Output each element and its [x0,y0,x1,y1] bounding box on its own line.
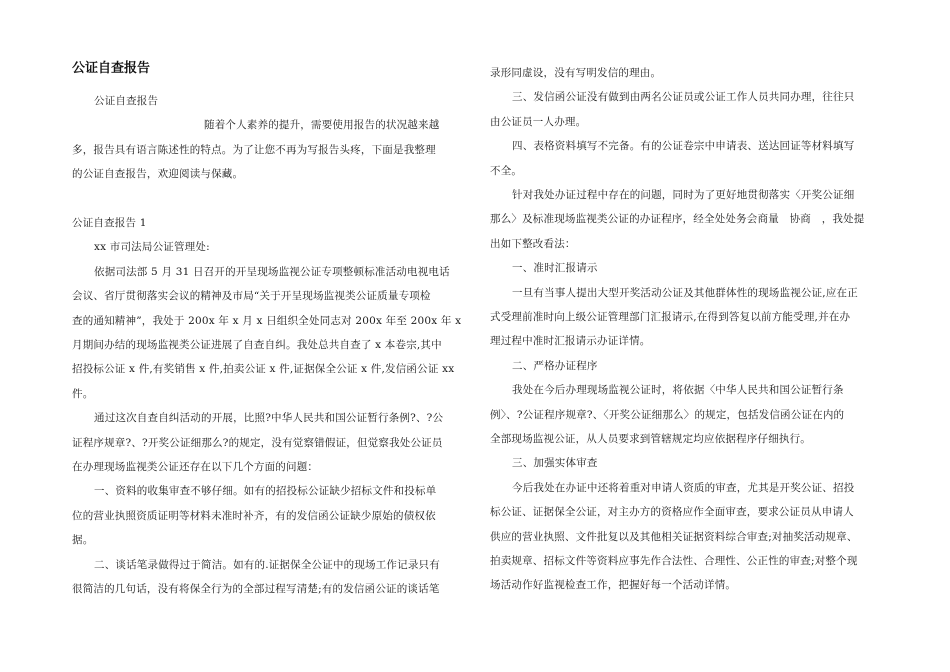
text-line: 公证自查报告 1 [72,217,147,229]
text-line: 那么〉及标准现场监视类公证的办证程序，经全处处务会商量 协商 ，我处提 [490,213,865,226]
text-line: 例〉、?公证程序规章?、〈开奖公证细那么〉的规定，包括发信函公证在内的 [490,408,845,421]
text-line: 二、谈话笔录做得过于简洁。如有的.证据保全公证中的现场工作记录只有 [94,558,440,571]
text-line: xx 市司法局公证管理处: [94,241,210,254]
text-line: 三、加强实体审查 [512,457,598,470]
text-line: 多，报告具有语言陈述性的特点。为了让您不再为写报告头疼，下面是我整理 [72,143,436,156]
text-line: 标公证、证据保全公证，对主办方的资格应作全面审查，要求公证员从申请人 [490,506,854,519]
text-line: 今后我处在办证中还将着重对申请人资质的审查，尤其是开奖公证、招投 [512,481,855,494]
text-line: 件。 [72,387,94,400]
text-line: 招投标公证 x 件,有奖销售 x 件,拍卖公证 x 件,证据保全公证 x 件,发信函公证 xx [72,363,455,376]
text-line: 理过程中准时汇报请示办证详情。 [490,335,651,348]
text-line: 一旦有当事人提出大型开奖活动公证及其他群体性的现场监视公证,应在正 [512,286,858,299]
text-line: 录形同虚设，没有写明发信的理由。 [490,67,662,79]
text-line: 通过这次自查自纠活动的开展，比照?中华人民共和国公证暂行条例?、?公 [94,412,444,425]
text-line: 三、发信函公证没有做到由两名公证员或公证工作人员共同办理，往往只 [512,91,855,104]
text-line: 的公证自查报告，欢迎阅读与保藏。 [72,168,244,181]
text-line: 据。 [72,534,94,547]
text-line: 针对我处办证过程中存在的问题，同时为了更好地贯彻落实〈开奖公证细 [512,189,855,201]
text-line: 位的营业执照资质证明等材料未准时补齐，有的发信函公证缺少原始的债权依 [72,509,436,522]
text-line: 我处在今后办理现场监视公证时，将依据〈中华人民共和国公证暂行条 [512,384,844,397]
text-line: 由公证员一人办理。 [490,115,587,128]
text-line: 公证自查报告 [94,95,159,107]
document-title: 公证自查报告 [72,61,151,76]
text-line: 依据司法部 5 月 31 日召开的开呈现场监视公证专项整顿标准活动电视电话 [94,265,450,278]
text-line: 查的通知精神”，我处于 200x 年 x 月 x 日组织全处同志对 200x 年至 200x 年 x [72,314,462,327]
text-line: 一、准时汇报请示 [512,262,598,275]
text-line: 四、表格资料填写不完备。有的公证卷宗中申请表、送达回证等材料填写 [512,140,855,153]
text-line: 月期间办结的现场监视类公证进展了自查自纠。我处总共自查了 x 本卷宗,其中 [72,339,442,351]
text-line: 在办理现场监视类公证还存在以下几个方面的问题： [72,461,319,473]
text-line: 证程序规章?、?开奖公证细那么?的规定，没有觉察错假证，但觉察我处公证员 [72,436,443,449]
text-line: 会议、省厅贯彻落实会议的精神及市局“关于开呈现场监视类公证质量专项检 [72,290,431,303]
text-line: 出如下整改看法： [490,237,576,250]
text-line: 拍卖规章、招标文件等资料应事先作合法性、合理性、公正性的审查;对整个现 [490,555,858,567]
text-line: 二、严格办证程序 [512,359,598,372]
text-line: 很简洁的几句话，没有将保全行为的全部过程写清楚;有的发信函公证的谈话笔 [72,583,440,595]
text-line: 一、资料的收集审查不够仔细。如有的招投标公证缺少招标文件和投标单 [94,485,437,498]
text-line: 式受理前准时向上级公证管理部门汇报请示,在得到答复以前方能受理,并在办 [490,311,851,323]
text-line: 随着个人素养的提升，需要使用报告的状况越来越 [204,119,440,132]
text-line: 不全。 [490,164,523,177]
text-line: 供应的营业执照、文件批复以及其他相关证据资料综合审查;对抽奖活动规章、 [490,530,858,543]
text-line: 全部现场监视公证，从人员要求到管辖规定均应依据程序仔细执行。 [490,433,811,445]
text-line: 场活动作好监视检查工作，把握好每一个活动详情。 [490,579,737,592]
